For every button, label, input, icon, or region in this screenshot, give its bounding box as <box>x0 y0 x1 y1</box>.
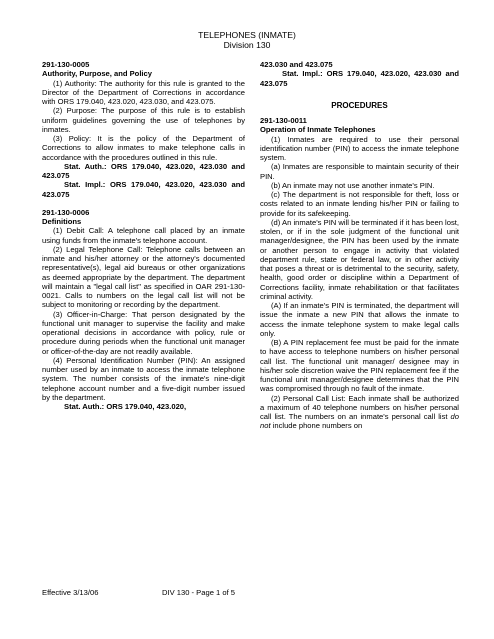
paragraph: (3) Officer-in-Charge: That person designated by the functional unit manager to supervise the facility and make operational decisions in accordance with policy, rule or procedure during periods when the functional unit manager or officer-of-the-day are not readily available. <box>42 309 245 356</box>
paragraph: (B) A PIN replacement fee must be paid for the inmate to have access to telephone numbers on his/her personal call list. The functional unit manager/ designee may in his/her sole discretion waive the PIN replacement fee if the functional unit manager/designee determines that the PIN was compromised through no fault of the inmate. <box>260 338 459 394</box>
header-division: Division 130 <box>223 40 271 50</box>
right-column <box>260 60 459 431</box>
rule-title: Operation of Inmate Telephones <box>260 125 376 135</box>
emphasis: do not <box>260 412 459 431</box>
page-header <box>0 30 494 50</box>
rule-title: Definitions <box>42 217 82 226</box>
paragraph: (2) Legal Telephone Call: Telephone calls between an inmate and his/her attorney or the attorney's documented representative(s), legal aid bureaus or other organizations as deemed appropriate by the department. The department will maintain a "legal call list" as specified in OAR 291-130-0021. Calls to numbers on the legal call list will not be subject to monitoring or recording by the department. <box>42 244 245 310</box>
effective-date: Effective 3/13/06 <box>42 588 99 597</box>
paragraph: (2) Purpose: The purpose of this rule is to establish uniform guidelines governing the use of telephones by inmates. <box>42 106 245 134</box>
rule-number: 291-130-0005 <box>42 60 90 69</box>
paragraph: (1) Debit Call: A telephone call placed by an inmate using funds from the inmate's telephone account. <box>42 226 245 245</box>
paragraph: (1) Authority: The authority for this rule is granted to the Director of the Department of Corrections in accordance with ORS 179.040, 423.020, 423.030, and 423.075. <box>42 78 245 106</box>
paragraph: (4) Personal Identification Number (PIN): An assigned number used by an inmate to access the inmate telephone system. The number consists of the inmate's nine-digit telephone account number and a five-digit number issued by the department. <box>42 355 245 402</box>
paragraph: (b) An inmate may not use another inmate's PIN. <box>271 180 435 190</box>
paragraph: (2) Personal Call List: Each inmate shall be authorized a maximum of 40 telephone numbers on his/her personal call list. The numbers on an inmate's personal call list do not include phone numbers on <box>260 393 459 431</box>
paragraph: (a) Inmates are responsible to maintain security of their PIN. <box>260 162 459 181</box>
statutory-authority: Stat. Auth.: ORS 179.040, 423.020, <box>64 402 187 411</box>
rule-title: Authority, Purpose, and Policy <box>42 69 152 79</box>
statutory-implemented: Stat. Impl.: ORS 179.040, 423.020, 423.030 and 423.075 <box>260 69 459 88</box>
paragraph: (d) An inmate's PIN will be terminated if it has been lost, stolen, or if in the sole judgment of the functional unit manager/designee, the PIN has been used by the inmate or another person to engage in activity that violated department rule, state or federal law, or in other activity that poses a threat or is detrimental to the security, safety, health, good order or discipline within a Department of Corrections facility, inmate rehabilitation or that facilitates criminal activity. <box>260 217 459 301</box>
rule-number: 291-130-0011 <box>260 116 307 125</box>
page-number: DIV 130 - Page 1 of 5 <box>162 588 236 597</box>
section-heading: PROCEDURES <box>331 100 388 110</box>
statutory-authority-continued: 423.030 and 423.075 <box>260 60 333 69</box>
paragraph: (3) Policy: It is the policy of the Department of Corrections to allow inmates to make telephone calls in accordance with the procedures outlined in this rule. <box>42 134 245 162</box>
header-title: TELEPHONES (INMATE) <box>198 30 296 40</box>
rule-number: 291-130-0006 <box>42 207 90 217</box>
statutory-implemented: Stat. Impl.: ORS 179.040, 423.020, 423.030 and 423.075 <box>42 180 245 199</box>
paragraph: (A) If an inmate's PIN is terminated, the department will issue the inmate a new PIN that allows the inmate to access the inmate telephone system to make legal calls only. <box>260 301 459 338</box>
left-column <box>42 60 245 411</box>
statutory-authority: Stat. Auth.: ORS 179.040, 423.020, 423.030 and 423.075 <box>42 161 245 180</box>
paragraph: (1) Inmates are required to use their personal identification number (PIN) to access the inmate telephone system. <box>260 134 459 162</box>
paragraph: (c) The department is not responsible for theft, loss or costs related to an inmate lending his/her PIN or failing to provide for its safekeeping. <box>260 190 459 218</box>
